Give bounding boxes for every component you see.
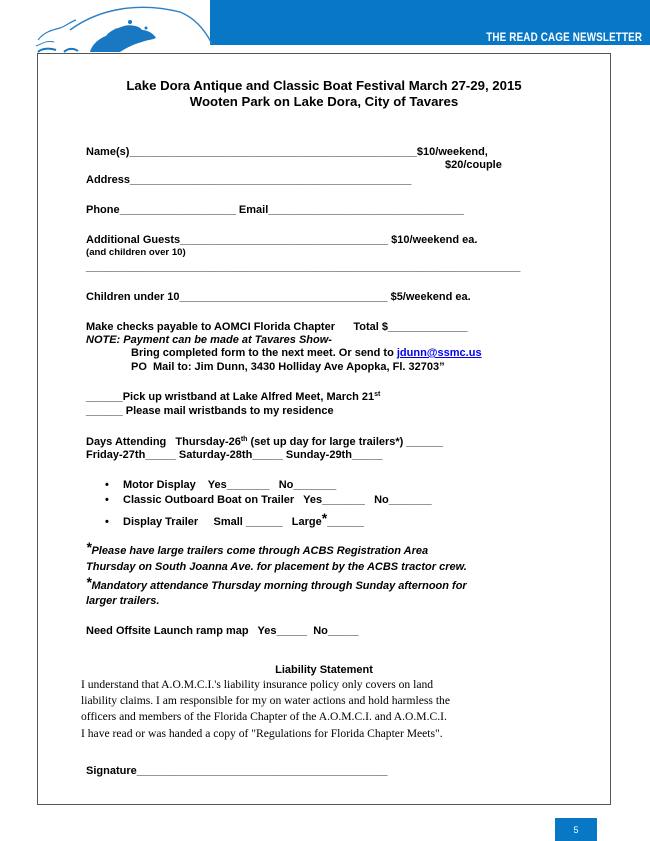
asterisk-icon: * (321, 510, 328, 526)
large-trailer-note-1 (86, 539, 429, 558)
additional-guests-field[interactable]: Additional Guests__________________________________ $10/weekend ea. (86, 234, 478, 246)
bullet-icon: • (105, 516, 109, 528)
display-trailer-option[interactable] (123, 510, 364, 529)
asterisk-icon: * (86, 539, 92, 555)
days-attending-text: Days Attending Thursday-26 (86, 436, 241, 448)
motor-display-option[interactable]: Motor Display Yes_______ No_______ (123, 479, 337, 491)
large-blank: ______ (327, 516, 364, 528)
days-attending-line2[interactable]: Friday-27th_____ Saturday-28th_____ Sunday-29th_____ (86, 449, 383, 461)
page-number: 5 (555, 818, 597, 841)
note2-text: Mandatory attendance Thursday morning through Sunday afternoon for (91, 580, 467, 592)
pickup-wristband-text: ______Pick up wristband at Lake Alfred Meet, March 21 (86, 391, 375, 403)
children-under-10-field[interactable]: Children under 10__________________________________ $5/weekend ea. (86, 291, 471, 303)
asterisk-icon: * (86, 574, 92, 590)
liability-title: Liability Statement (275, 664, 373, 676)
liability-line: liability claims. I am responsible for my on water actions and hold harmless the (81, 694, 450, 708)
email-link[interactable]: jdunn@ssmc.us (396, 347, 482, 359)
bullet-icon: • (105, 479, 109, 491)
wave-icon (30, 0, 220, 56)
names-field[interactable]: Name(s)_______________________________________________$10/weekend, (86, 146, 488, 158)
liability-line: I understand that A.O.M.C.I.'s liability insurance policy only covers on land (81, 678, 434, 691)
registration-form (37, 53, 611, 805)
pickup-wristband-option[interactable] (86, 390, 380, 404)
form-title: Lake Dora Antique and Classic Boat Festival March 27-29, 2015 (126, 78, 522, 93)
days-attending-text-b: (set up day for large trailers*) ______ (247, 436, 444, 448)
mandatory-attendance-note (86, 574, 467, 593)
form-subtitle: Wooten Park on Lake Dora, City of Tavares (189, 94, 459, 109)
bullet-icon: • (105, 494, 109, 506)
days-sup: th (240, 436, 248, 443)
days-attending-line1[interactable] (86, 435, 443, 449)
address-field[interactable]: Address______________________________________________ (86, 174, 412, 186)
large-trailer-note-1b: Thursday on South Joanna Ave. for placement by the ACBS tractor crew. (86, 561, 467, 573)
bring-form-line (131, 346, 482, 360)
classic-outboard-option[interactable]: Classic Outboard Boat on Trailer Yes_______ No_______ (123, 494, 432, 506)
liability-line: I have read or was handed a copy of "Regulations for Florida Chapter Meets". (81, 726, 443, 740)
bring-form-text: Bring completed form to the next meet. Or send to (131, 347, 397, 359)
liability-line: officers and members of the Florida Chapter of the A.O.M.C.I. and A.O.M.C.I. (81, 710, 447, 724)
note1-text: Please have large trailers come through ACBS Registration Area (91, 545, 429, 557)
newsletter-title: THE READ CAGE NEWSLETTER (486, 30, 642, 44)
po-mail-address: PO Mail to: Jim Dunn, 3430 Holliday Ave Apopka, Fl. 32703” (131, 361, 445, 373)
signature-field[interactable]: Signature_________________________________________ (86, 765, 388, 777)
launch-ramp-map-option[interactable]: Need Offsite Launch ramp map Yes_____ No_____ (86, 625, 359, 637)
pickup-sup: st (374, 391, 381, 398)
couple-price: $20/couple (445, 159, 502, 171)
additional-guests-note: (and children over 10) (86, 247, 186, 258)
mandatory-attendance-note-b: larger trailers. (86, 595, 160, 607)
liability-statement (81, 677, 601, 742)
display-trailer-text: Display Trailer Small ______ Large (123, 516, 322, 528)
checks-payable-total[interactable]: Make checks payable to AOMCI Florida Chapter Total $_____________ (86, 321, 468, 333)
additional-guests-blank-line[interactable]: _______________________________________________________________________ (86, 261, 521, 273)
payment-note: NOTE: Payment can be made at Tavares Show- (86, 334, 332, 346)
mail-wristband-option[interactable]: ______ Please mail wristbands to my residence (86, 405, 334, 417)
phone-email-field[interactable]: Phone___________________ Email________________________________ (86, 204, 465, 216)
header-bar (210, 0, 650, 45)
